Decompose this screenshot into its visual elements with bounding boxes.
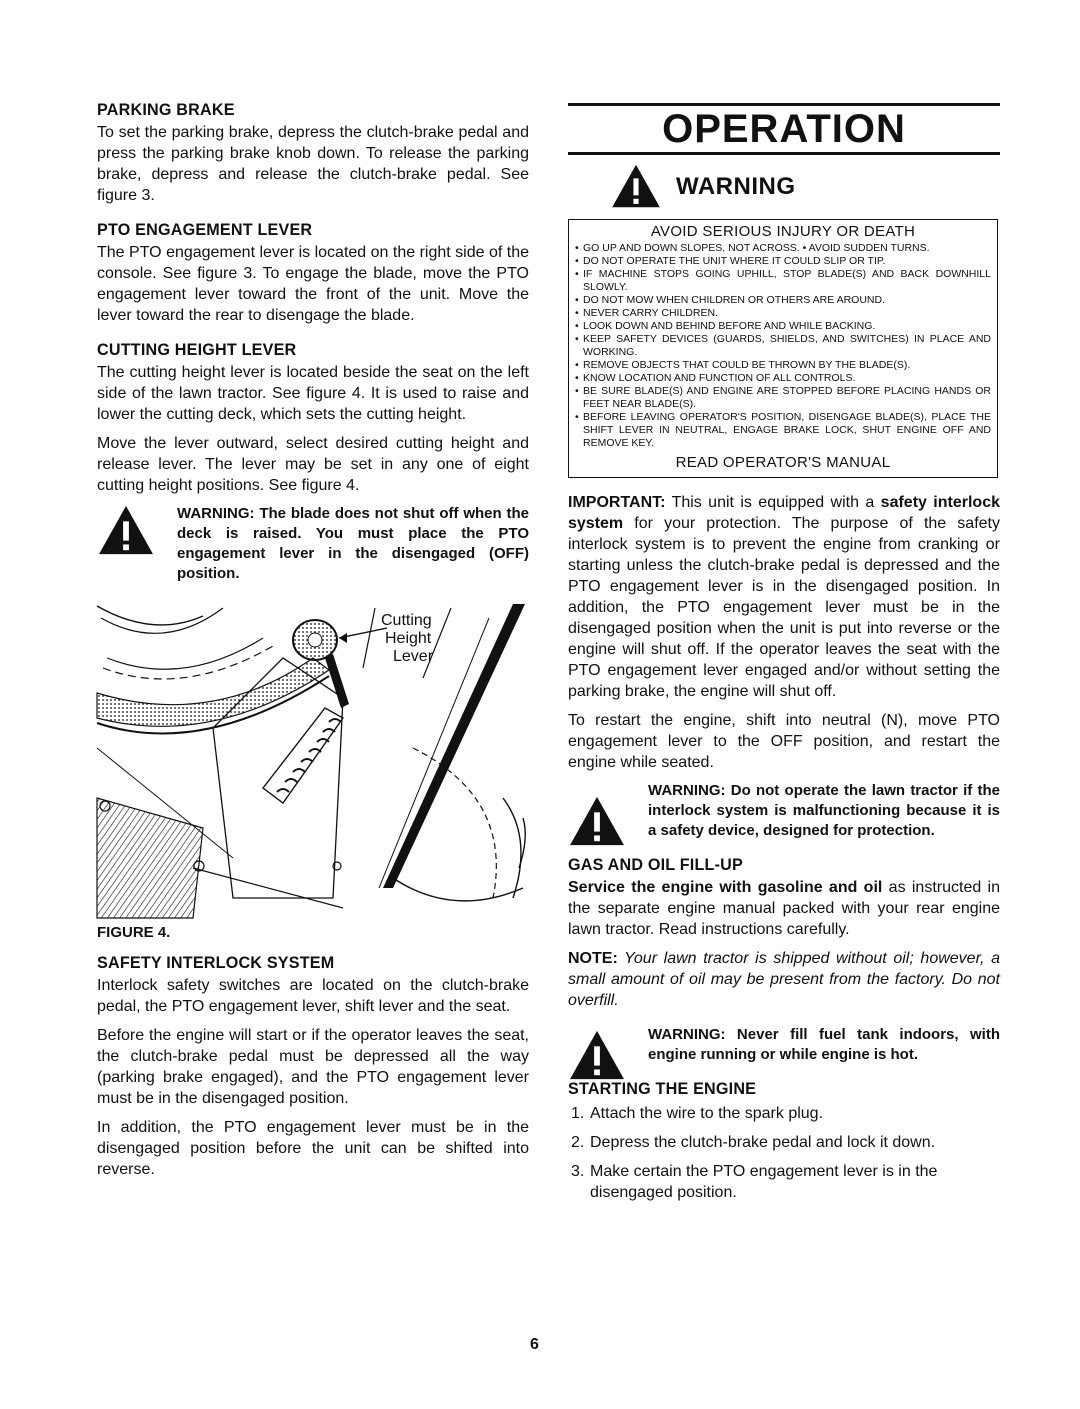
list-item <box>568 1161 1000 1203</box>
note-label: NOTE: <box>568 950 618 967</box>
interlock-text-1: Interlock safety switches are located on the clutch-brake pedal, the PTO engagement lever, shift lever and the seat. <box>97 977 529 1015</box>
lever-drawing <box>93 598 533 920</box>
step-number: 2. <box>571 1134 585 1151</box>
left-column <box>97 100 529 1194</box>
cutting-height-text-1: The cutting height lever is located beside the seat on the left side of the lawn tractor. See figure 4. It is used to raise and lower the cutting deck, which sets the cutting height. <box>97 364 529 423</box>
list-item <box>568 1132 1000 1153</box>
step-text: Make certain the PTO engagement lever is in the disengaged position. <box>590 1163 938 1201</box>
cutting-height-section <box>97 340 529 584</box>
blade-warning-text: WARNING: The blade does not shut off when the deck is raised. You must place the PTO engagement lever in the disengaged (OFF) position. <box>177 505 529 582</box>
list-item: • GO UP AND DOWN SLOPES, NOT ACROSS. • AVOID SUDDEN TURNS. <box>575 242 991 255</box>
parking-brake-heading: PARKING BRAKE <box>97 100 235 119</box>
list-item: • KEEP SAFETY DEVICES (GUARDS, SHIELDS, AND SWITCHES) IN PLACE AND WORKING. <box>575 333 991 359</box>
figure-label-height: Height <box>385 630 432 647</box>
safety-box-footer: READ OPERATOR'S MANUAL <box>675 454 891 471</box>
list-item: • IF MACHINE STOPS GOING UPHILL, STOP BLADE(S) AND BACK DOWNHILL SLOWLY. <box>575 268 991 294</box>
safety-warning-box <box>568 219 998 478</box>
list-item: • DO NOT MOW WHEN CHILDREN OR OTHERS ARE AROUND. <box>575 294 991 307</box>
important-text-a: This unit is equipped with a <box>665 494 881 511</box>
important-text-b: for your protection. The purpose of the safety interlock system is to prevent the engine from cranking or starting unless the clutch-brake pedal is depressed and the PTO engagement lever is in the disengaged position. In addition, the PTO engagement lever must be in the disengaged position when the unit is put into reverse or the engine will shut off. If the operator leaves the seat with the PTO engagement lever engaged and/or without setting the parking brake, the engine will shut off. <box>568 515 1000 700</box>
list-item: • DO NOT OPERATE THE UNIT WHERE IT COULD SLIP OR TIP. <box>575 255 991 268</box>
parking-brake-section <box>97 100 529 206</box>
warning-triangle-icon <box>97 504 155 556</box>
note-paragraph <box>568 948 1000 1011</box>
note-text: Your lawn tractor is shipped without oil; however, a small amount of oil may be present from the factory. Do not overfill. <box>568 950 1000 1009</box>
parking-brake-text: To set the parking brake, depress the clutch-brake pedal and press the parking brake knob down. To release the parking brake, depress and release the clutch-brake pedal. See figure 3. <box>97 124 529 204</box>
important-label: IMPORTANT: <box>568 494 666 511</box>
gas-oil-section <box>568 855 1000 1011</box>
fuel-warning <box>568 1025 1000 1065</box>
list-item: • REMOVE OBJECTS THAT COULD BE THROWN BY THE BLADE(S). <box>575 359 991 372</box>
cutting-height-heading: CUTTING HEIGHT LEVER <box>97 340 297 359</box>
interlock-warning-text: WARNING: Do not operate the lawn tractor if the interlock system is malfunctioning because it is a safety device, designed for protection. <box>648 782 1000 839</box>
warning-triangle-icon <box>610 163 662 209</box>
step-text: Depress the clutch-brake pedal and lock it down. <box>590 1134 936 1151</box>
step-number: 1. <box>571 1105 585 1122</box>
interlock-heading: SAFETY INTERLOCK SYSTEM <box>97 953 335 972</box>
pto-text: The PTO engagement lever is located on the right side of the console. See figure 3. To engage the blade, move the PTO engagement lever toward the front of the unit. Move the lever toward the rear to disengage the blade. <box>97 244 529 324</box>
interlock-warning <box>568 781 1000 841</box>
figure-label-cutting: Cutting <box>381 612 432 629</box>
starting-steps <box>568 1103 1000 1203</box>
list-item: • KNOW LOCATION AND FUNCTION OF ALL CONTROLS. <box>575 372 991 385</box>
list-item: • LOOK DOWN AND BEHIND BEFORE AND WHILE BACKING. <box>575 320 991 333</box>
important-bold: safety interlock system <box>568 494 1000 532</box>
restart-paragraph: To restart the engine, shift into neutral (N), move PTO engagement lever to the OFF position, and restart the engine while seated. <box>568 712 1000 771</box>
interlock-section <box>97 953 529 1180</box>
gas-oil-text <box>568 877 1000 940</box>
list-item: • NEVER CARRY CHILDREN. <box>575 307 991 320</box>
figure-4-illustration <box>93 598 533 920</box>
cutting-height-text-2: Move the lever outward, select desired cutting height and release lever. The lever may be set in any one of eight cutting height positions. See figure 4. <box>97 435 529 494</box>
page-title: OPERATION <box>662 107 906 151</box>
warning-triangle-icon <box>568 795 626 847</box>
pto-heading: PTO ENGAGEMENT LEVER <box>97 220 313 239</box>
warning-title: WARNING <box>676 173 796 200</box>
page-number: 6 <box>530 1336 539 1353</box>
right-column <box>568 100 1000 1217</box>
pto-section <box>97 220 529 326</box>
step-text: Attach the wire to the spark plug. <box>590 1105 824 1122</box>
gas-oil-rest: as instructed in the separate engine manual packed with your rear engine lawn tractor. Read instructions carefully. <box>568 879 1000 938</box>
fuel-warning-text: WARNING: Never fill fuel tank indoors, with engine running or while engine is hot. <box>648 1026 1000 1063</box>
interlock-text-3: In addition, the PTO engagement lever must be in the disengaged position before the unit can be shifted into reverse. <box>97 1119 529 1178</box>
figure-label-lever: Lever <box>393 648 434 665</box>
warning-header <box>568 163 1000 211</box>
important-paragraph <box>568 492 1000 702</box>
safety-list <box>575 242 991 450</box>
starting-section <box>568 1079 1000 1203</box>
step-number: 3. <box>571 1163 585 1180</box>
figure-4-caption: FIGURE 4. <box>97 924 171 941</box>
list-item <box>568 1103 1000 1124</box>
interlock-text-2: Before the engine will start or if the operator leaves the seat, the clutch-brake pedal must be depressed all the way (parking brake engaged), and the PTO engagement lever must be in the disengaged position. <box>97 1027 529 1107</box>
blade-warning <box>97 504 529 584</box>
operation-title-bar <box>568 103 1000 155</box>
warning-triangle-icon <box>568 1029 626 1081</box>
list-item: • BE SURE BLADE(S) AND ENGINE ARE STOPPED BEFORE PLACING HANDS OR FEET NEAR BLADE(S). <box>575 385 991 411</box>
list-item: • BEFORE LEAVING OPERATOR'S POSITION, DISENGAGE BLADE(S), PLACE THE SHIFT LEVER IN NEUTRAL, ENGAGE BRAKE LOCK, SHUT ENGINE OFF AND REMOVE KEY. <box>575 411 991 450</box>
gas-oil-heading: GAS AND OIL FILL-UP <box>568 855 743 874</box>
starting-heading: STARTING THE ENGINE <box>568 1079 757 1098</box>
safety-box-heading: AVOID SERIOUS INJURY OR DEATH <box>650 223 916 240</box>
gas-oil-bold: Service the engine with gasoline and oil <box>568 879 883 896</box>
